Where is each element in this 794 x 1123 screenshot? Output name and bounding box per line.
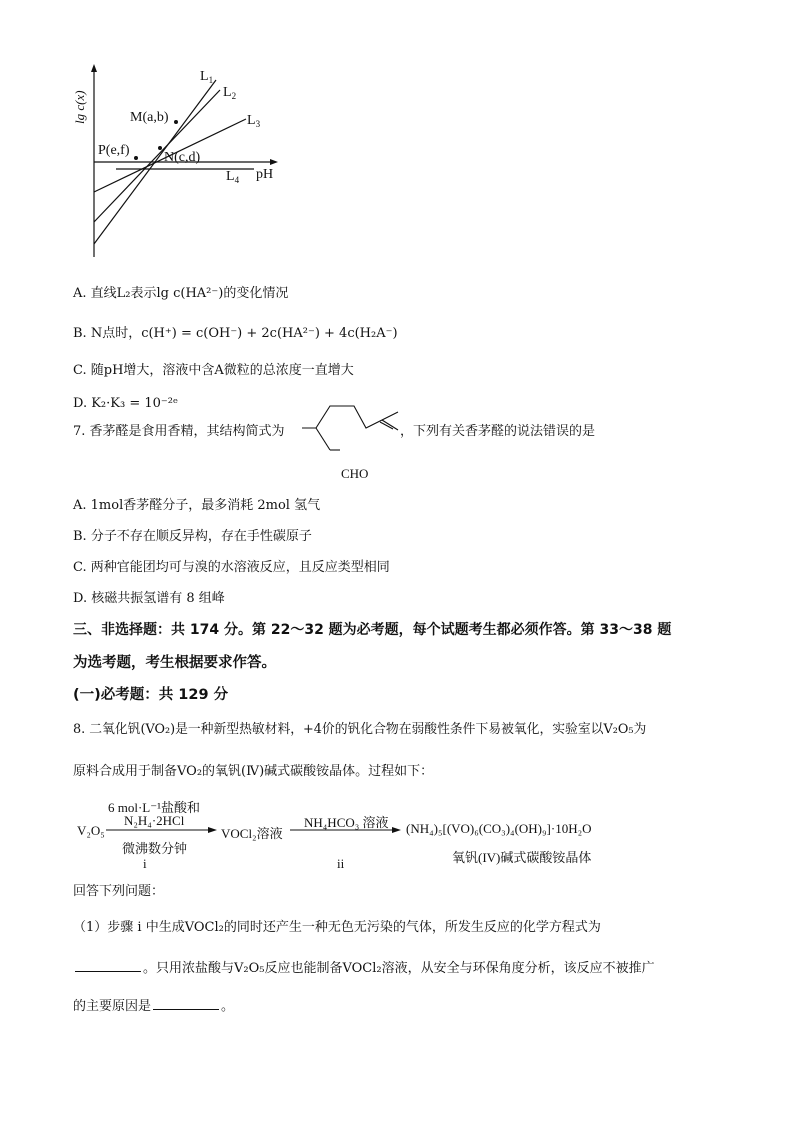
flow-arrow-1: [106, 826, 218, 834]
label-L1: $L_1$: [200, 69, 214, 85]
q6-option-b: B. N点时，c(H⁺) = c(OH⁻) + 2c(HA²⁻) + 4c(H₂A⁻): [73, 326, 398, 341]
q8-sub1-line1: （1）步骤 i 中生成VOCl₂的同时还产生一种无色无污染的气体，所发生反应的化学方程式为: [73, 920, 601, 935]
concentration-ph-graph: [60, 62, 290, 262]
flow-step1-condition: 微沸数分钟: [122, 841, 188, 856]
q6-option-a: A. 直线L₂表示lg c(HA²⁻)的变化情况: [73, 286, 289, 301]
q8-answer-prompt: 回答下列问题：: [73, 884, 165, 899]
label-N: N(c,d): [164, 150, 201, 165]
q8-stem-line2: 原料合成用于制备VO₂的氧钒(Ⅳ)碱式碳酸铵晶体。过程如下：: [73, 764, 434, 779]
q8-sub1-line3-after: 。: [221, 999, 235, 1014]
flow-step1-reagent1: 6 mol·L⁻¹盐酸和: [108, 800, 201, 815]
x-axis-arrow: [270, 159, 278, 165]
section3-heading-line1: 三、非选择题：共 174 分。第 22～32 题为必考题，每个试题考生都必须作答。第 33～38 题: [73, 622, 672, 638]
flow-step1-label: i: [143, 856, 147, 871]
flow-start: V₂O₅: [77, 823, 105, 838]
q8-sub1-line2: [73, 957, 655, 976]
y-axis-arrow: [91, 64, 97, 72]
label-L2: $L_2$: [223, 85, 237, 101]
aldehyde-group-label: CHO: [341, 466, 369, 481]
y-axis-label: lg c(x): [72, 90, 87, 124]
q8-sub1-line2-text: 。只用浓盐酸与V₂O₅反应也能制备VOCl₂溶液，从安全与环保角度分析，该反应不被推广: [143, 961, 655, 976]
q7-option-b: B. 分子不存在顺反异构，存在手性碳原子: [73, 529, 312, 544]
q8-sub1-line3-before: 的主要原因是: [73, 999, 152, 1014]
point-M: [174, 120, 178, 124]
flow-intermediate: VOCl₂溶液: [221, 826, 283, 841]
q7-option-c: C. 两种官能团均可与溴的水溶液反应，且反应类型相同: [73, 560, 390, 575]
label-L3: $L_3$: [247, 113, 261, 129]
flow-step2-label: ii: [337, 856, 345, 871]
citronellal-structure: [300, 402, 408, 482]
q7-option-a: A. 1mol香茅醛分子，最多消耗 2mol 氢气: [73, 498, 321, 513]
point-P: [134, 156, 138, 160]
answer-blank-1[interactable]: [75, 959, 141, 972]
label-M: M(a,b): [130, 110, 169, 125]
point-N: [158, 146, 162, 150]
section3-heading-line2: 为选考题，考生根据要求作答。: [73, 655, 276, 671]
q6-option-c: C. 随pH增大，溶液中含A微粒的总浓度一直增大: [73, 363, 354, 378]
label-L4: $L_4$: [226, 169, 240, 185]
flow-product-name: 氧钒(IV)碱式碳酸铵晶体: [452, 850, 592, 865]
x-axis-label: pH: [256, 167, 274, 182]
label-P: P(e,f): [98, 143, 130, 158]
q7-stem-before: 7. 香茅醛是食用香精，其结构简式为: [73, 424, 285, 439]
flow-step2-reagent: NH₄HCO₃ 溶液: [304, 815, 389, 830]
q7-stem-after: ，下列有关香茅醛的说法错误的是: [400, 424, 596, 439]
answer-blank-2[interactable]: [153, 997, 219, 1010]
flow-product-formula: (NH₄)₅[(VO)₆(CO₃)₄(OH)₉]·10H₂O: [406, 821, 592, 836]
q6-option-d: D. K₂·K₃ = 10⁻²ᵉ: [73, 396, 179, 411]
q8-sub1-line3: [73, 995, 234, 1014]
q7-option-d: D. 核磁共振氢谱有 8 组峰: [73, 591, 225, 606]
section3-subheading: (一)必考题：共 129 分: [73, 687, 229, 703]
q8-stem-line1: 8. 二氧化钒(VO₂)是一种新型热敏材料，+4价的钒化合物在弱酸性条件下易被氧化，实验室以V₂O₅为: [73, 722, 647, 737]
flow-arrow-2: [290, 826, 402, 834]
flow-step1-reagent2: N₂H₄·2HCl: [124, 813, 185, 828]
